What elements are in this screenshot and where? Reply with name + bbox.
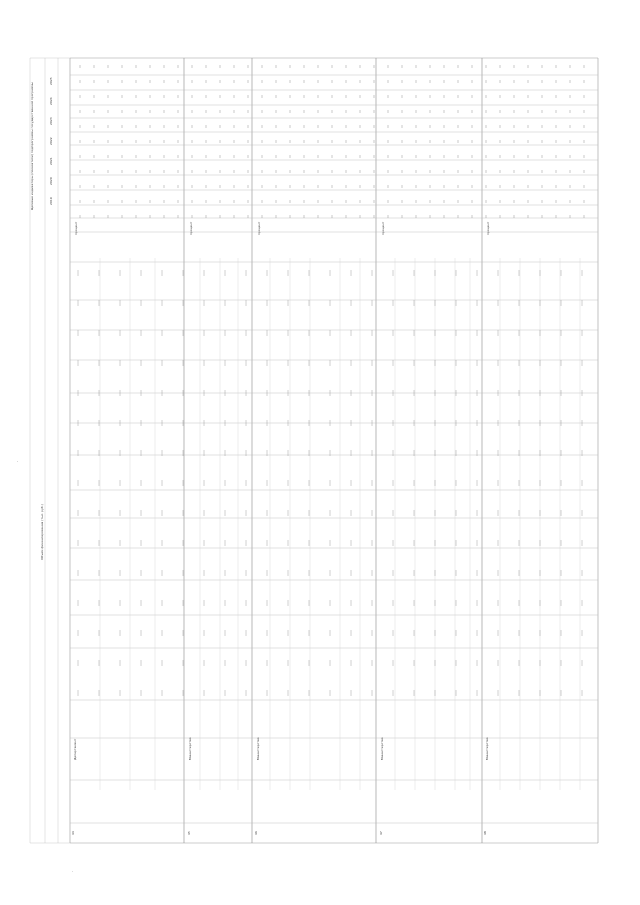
row-number-44: 44: [71, 831, 75, 835]
row-number-46: 46: [254, 831, 258, 835]
header-targets: Целевые индикаторы (показатели) подпрограммы государственной программы: [30, 82, 34, 210]
year-col: 2022: [49, 137, 53, 145]
row-number-48: 48: [483, 831, 487, 835]
year-col: 2025: [49, 77, 53, 85]
row-number-47: 47: [379, 831, 383, 835]
stray-mark: ': [16, 461, 20, 462]
year-col: 2021: [49, 157, 53, 165]
row-ministry: Министерство: [485, 737, 489, 760]
row-measure: процент: [189, 221, 193, 235]
row-measure: процент: [486, 221, 490, 235]
year-col: 2020: [49, 177, 53, 185]
year-col: 2019: [49, 197, 53, 205]
row-ministry: Министерство: [256, 737, 260, 760]
row-measure: процент: [257, 221, 261, 235]
row-ministry: Министерство: [188, 737, 192, 760]
row-measure: процент: [381, 221, 385, 235]
row-ministry: Министерство: [380, 737, 384, 760]
year-col: 2023: [49, 117, 53, 125]
header-finance: Объем финансирования (тыс. руб.): [40, 504, 44, 560]
row-number-45: 45: [187, 831, 191, 835]
year-col: 2024: [49, 97, 53, 105]
row-ministry: Департамент: [73, 738, 77, 760]
stray-mark: -: [70, 870, 74, 872]
row-measure: процент: [74, 221, 78, 235]
